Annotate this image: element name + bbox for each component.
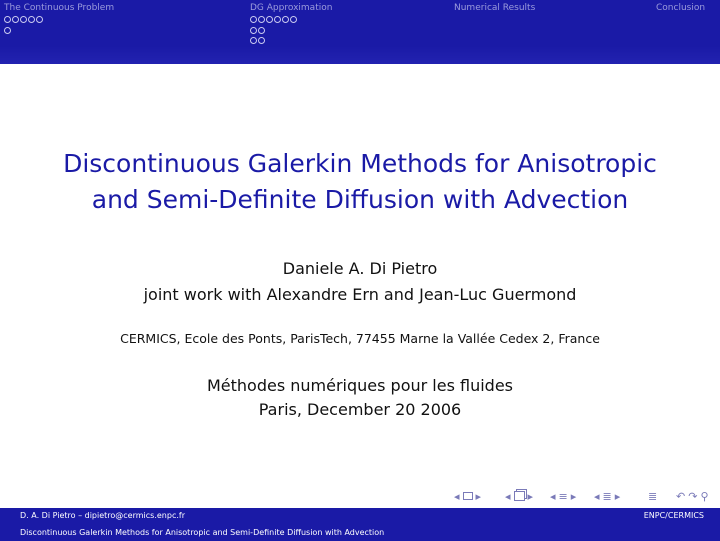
- slide-dot[interactable]: [258, 16, 265, 23]
- arrow-right-icon[interactable]: ▸: [570, 489, 577, 503]
- slide-dot[interactable]: [250, 37, 257, 44]
- slide-dot[interactable]: [20, 16, 27, 23]
- footer-short-title: Discontinuous Galerkin Methods for Anisotropic and Semi-Definite Diffusion with Advection: [20, 528, 385, 537]
- author-name: Daniele A. Di Pietro: [282, 259, 438, 278]
- header-band: [0, 46, 720, 64]
- slide-dot[interactable]: [250, 16, 257, 23]
- frame-icon: [514, 491, 525, 501]
- slide-dots-section2-row1: [250, 16, 297, 23]
- slide-dot[interactable]: [4, 27, 11, 34]
- slide-dot[interactable]: [266, 16, 273, 23]
- slide-dots-section2-row3: [250, 37, 265, 44]
- beamer-header: [0, 0, 720, 46]
- footer-author-bar: [0, 508, 720, 524]
- event-name: Méthodes numériques pour les fluides: [206, 376, 514, 395]
- slide-dot[interactable]: [282, 16, 289, 23]
- slide-dot[interactable]: [28, 16, 35, 23]
- nav-section-conclusion[interactable]: Conclusion: [656, 3, 706, 13]
- arrow-right-icon[interactable]: ▸: [614, 489, 621, 503]
- arrow-left-icon[interactable]: ◂: [505, 489, 511, 503]
- nav-section-group[interactable]: [594, 489, 620, 503]
- slide-dot[interactable]: [12, 16, 19, 23]
- slide-dot[interactable]: [274, 16, 281, 23]
- slide-dots-section2-row2: [250, 27, 265, 34]
- title-line-1: Discontinuous Galerkin Methods for Anisotropic: [63, 149, 657, 178]
- slide-dot[interactable]: [36, 16, 43, 23]
- title-line-2: and Semi-Definite Diffusion with Advection: [91, 185, 629, 214]
- nav-slide-group[interactable]: [454, 489, 481, 503]
- slide-dot[interactable]: [258, 27, 265, 34]
- event-block: [0, 374, 720, 422]
- slide-icon: [463, 492, 473, 500]
- event-date: Paris, December 20 2006: [258, 400, 462, 419]
- arrow-left-icon[interactable]: ◂: [454, 489, 460, 503]
- slide-dots-section1-row1: [4, 16, 43, 23]
- slide-dots-section1-row2: [4, 27, 11, 34]
- nav-section-dg-approximation[interactable]: DG Approximation: [250, 3, 333, 13]
- footer-affiliation: ENPC/CERMICS: [643, 511, 704, 520]
- section-icon: ≣: [602, 489, 612, 503]
- nav-section-continuous-problem[interactable]: The Continuous Problem: [4, 3, 115, 13]
- arrow-right-icon[interactable]: ▸: [527, 489, 534, 503]
- arrow-left-icon[interactable]: ◂: [594, 489, 600, 503]
- co-authors: joint work with Alexandre Ern and Jean-Luc Guermond: [143, 285, 577, 304]
- presentation-title: [0, 146, 720, 218]
- slide-dot[interactable]: [258, 37, 265, 44]
- arrow-left-icon[interactable]: ◂: [550, 489, 556, 503]
- arrow-right-icon[interactable]: ▸: [475, 489, 482, 503]
- nav-document-group[interactable]: [648, 489, 657, 503]
- institute: CERMICS, Ecole des Ponts, ParisTech, 77455 Marne la Vallée Cedex 2, France: [120, 331, 600, 346]
- nav-subsection-group[interactable]: [550, 489, 576, 503]
- forward-icon[interactable]: ↷: [688, 489, 698, 503]
- author-block: [0, 256, 720, 308]
- nav-section-numerical-results[interactable]: Numerical Results: [454, 3, 536, 13]
- footer-title-bar: [0, 524, 720, 541]
- nav-search-group[interactable]: [676, 489, 709, 503]
- slide-dot[interactable]: [4, 16, 11, 23]
- back-icon[interactable]: ↶: [676, 489, 686, 503]
- footer-author-email: D. A. Di Pietro – dipietro@cermics.enpc.fr: [20, 511, 185, 520]
- slide-dot[interactable]: [290, 16, 297, 23]
- search-icon[interactable]: ⚲: [700, 489, 709, 503]
- document-icon[interactable]: ≣: [648, 489, 658, 503]
- slide-dot[interactable]: [250, 27, 257, 34]
- subsection-icon: ≡: [558, 489, 568, 503]
- nav-frame-group[interactable]: [505, 489, 533, 503]
